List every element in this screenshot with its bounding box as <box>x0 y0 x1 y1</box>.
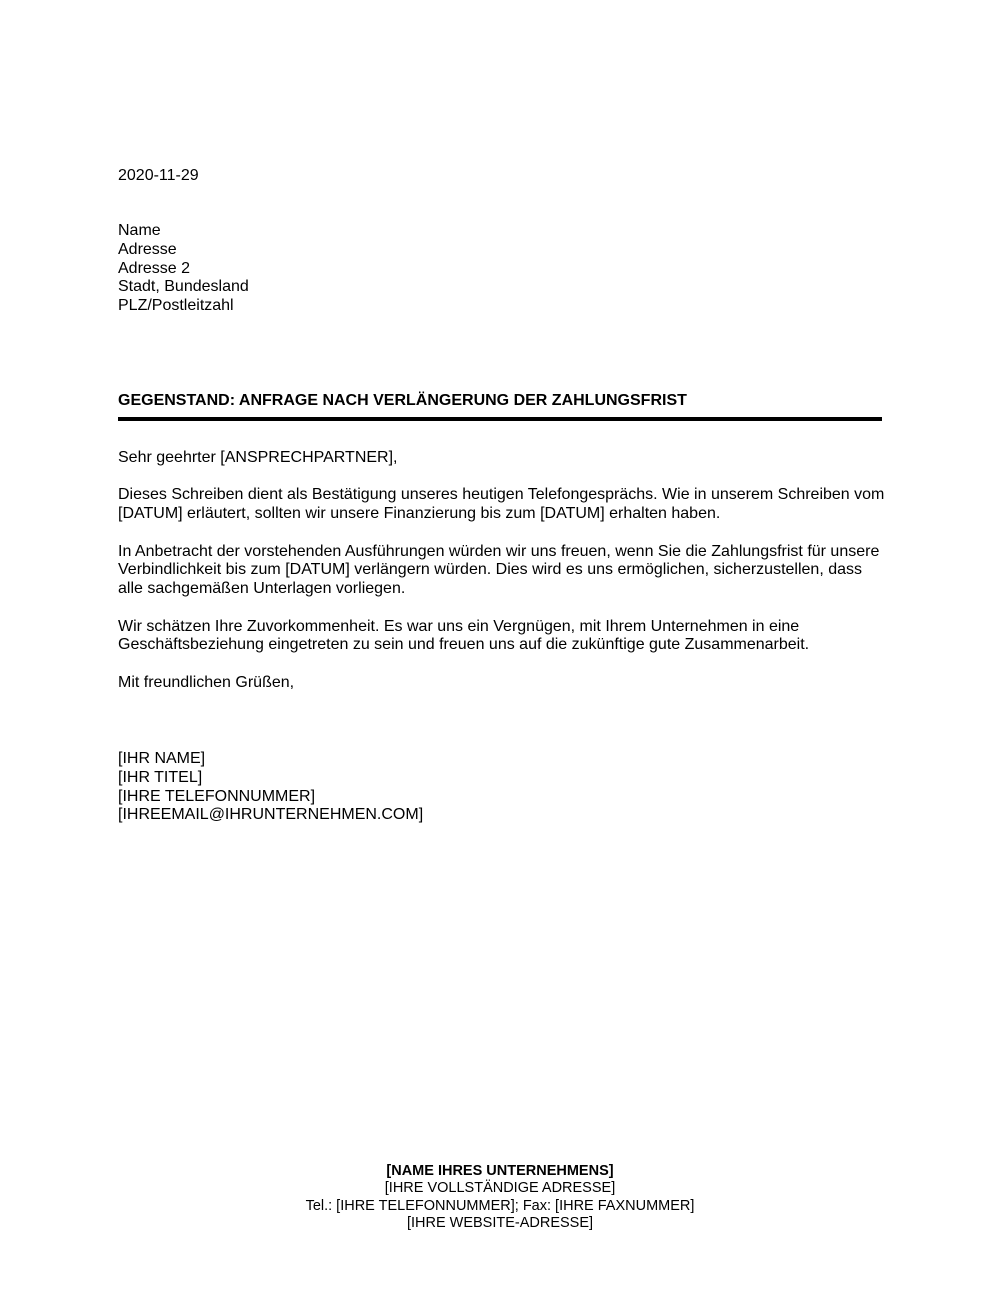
recipient-city-state: Stadt, Bundesland <box>118 278 249 296</box>
subject-divider <box>118 417 882 421</box>
letter-salutation: Sehr geehrter [ANSPRECHPARTNER], <box>118 449 398 466</box>
letter-body <box>118 449 888 711</box>
letter-subject: GEGENSTAND: ANFRAGE NACH VERLÄNGERUNG DER ZAHLUNGSFRIST <box>118 392 687 409</box>
signature-email: [IHREEMAIL@IHRUNTERNEHMEN.COM] <box>118 806 424 824</box>
letter-paragraph-1: Dieses Schreiben dient als Bestätigung unseres heutigen Telefongesprächs. Wie in unserem Schreiben vom [DATUM] erläutert, sollten wir unsere Finanzierung bis zum [DATUM] erhalten haben. <box>118 486 885 523</box>
footer-website: [IHRE WEBSITE-ADRESSE] <box>406 1214 594 1231</box>
company-footer <box>0 1163 1000 1232</box>
letter-closing: Mit freundlichen Grüßen, <box>118 673 295 691</box>
signature-block <box>118 750 423 825</box>
signature-title: [IHR TITEL] <box>118 768 203 786</box>
recipient-address-line-2: Adresse 2 <box>118 259 191 277</box>
footer-company-name: [NAME IHRES UNTERNEHMENS] <box>386 1163 614 1179</box>
signature-name: [IHR NAME] <box>118 750 206 767</box>
recipient-name: Name <box>118 222 161 239</box>
recipient-address-block <box>118 222 249 316</box>
letter-paragraph-3: Wir schätzen Ihre Zuvorkommenheit. Es war uns ein Vergnügen, mit Ihrem Unternehmen in eine Geschäftsbeziehung eingetreten zu sein und freuen uns auf die zukünftige gute Zusammenarbeit. <box>118 617 810 654</box>
letter-paragraph-2: In Anbetracht der vorstehenden Ausführungen würden wir uns freuen, wenn Sie die Zahlungsfrist für unsere Verbindlichkeit bis zum [DATUM] verlängern würden. Dies wird es uns ermöglichen, sicherzustellen, dass alle sachgemäßen Unterlagen vorliegen. <box>118 542 880 598</box>
footer-contact: Tel.: [IHRE TELEFONNUMMER]; Fax: [IHRE FAXNUMMER] <box>305 1197 695 1214</box>
recipient-postal-code: PLZ/Postleitzahl <box>118 297 234 315</box>
letter-date: 2020-11-29 <box>118 167 199 184</box>
recipient-address-line-1: Adresse <box>118 240 177 258</box>
footer-address: [IHRE VOLLSTÄNDIGE ADRESSE] <box>384 1180 616 1197</box>
signature-phone: [IHRE TELEFONNUMMER] <box>118 787 316 805</box>
